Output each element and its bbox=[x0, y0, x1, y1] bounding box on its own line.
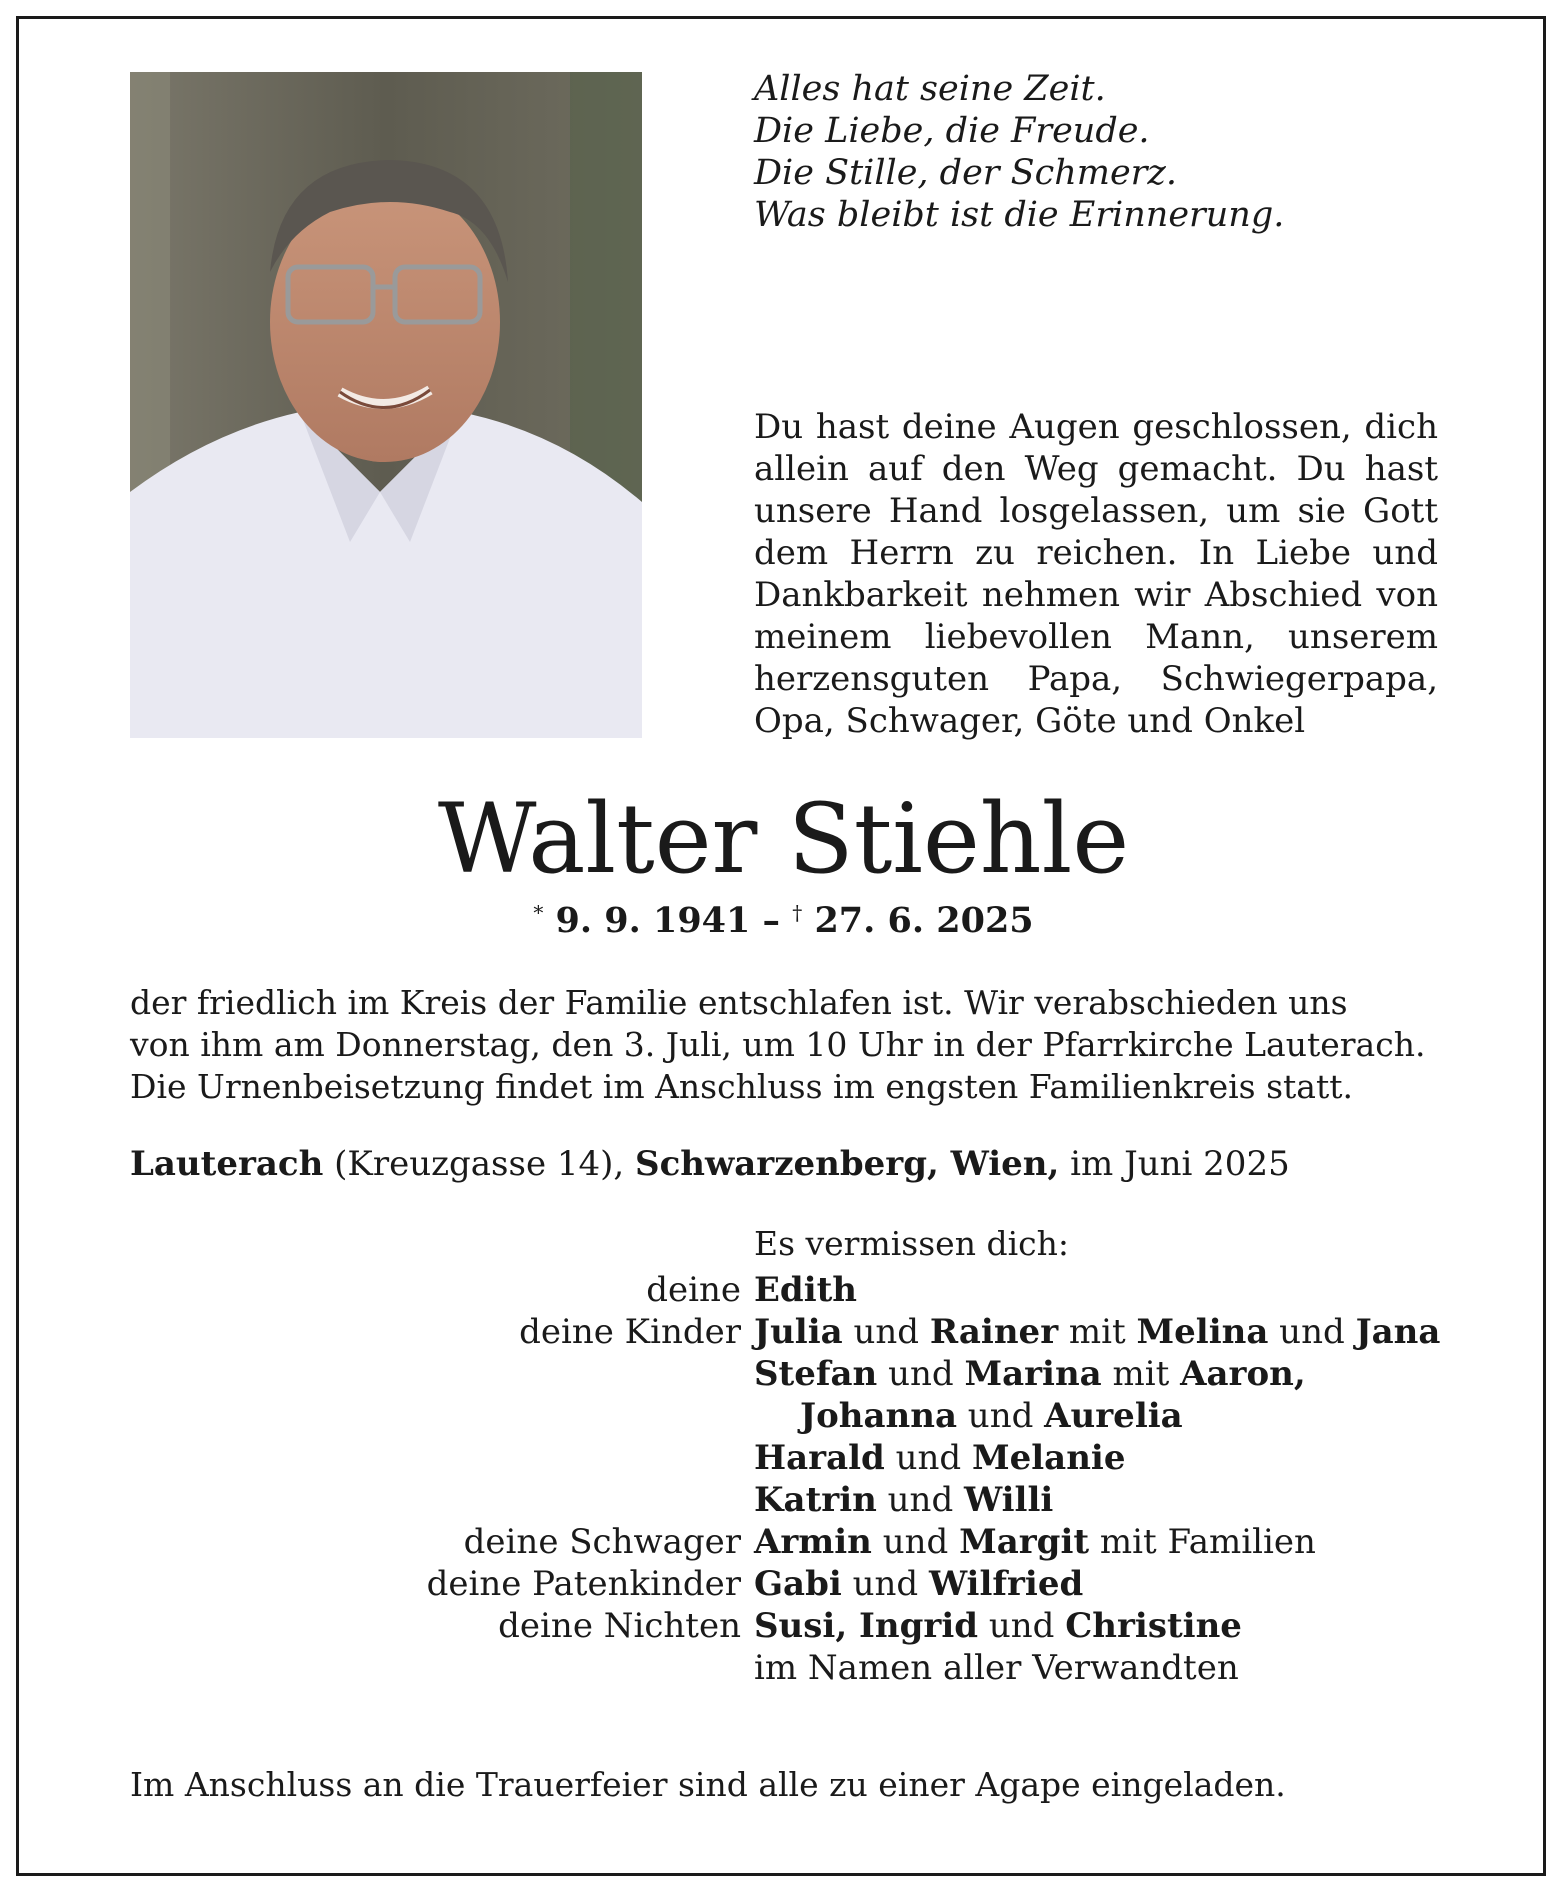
poem-line: Was bleibt ist die Erinnerung. bbox=[754, 195, 1285, 235]
mourner-row bbox=[0, 1606, 1567, 1648]
mourner-connector: und bbox=[877, 1354, 965, 1394]
mourner-names bbox=[754, 1648, 1239, 1688]
closing-note: Im Anschluss an die Trauerfeier sind alle zu einer Agape eingeladen. bbox=[130, 1765, 1286, 1804]
mourner-connector: und bbox=[956, 1396, 1045, 1436]
death-date: 27. 6. 2025 bbox=[814, 900, 1034, 941]
deceased-name: Walter Stiehle bbox=[437, 783, 1130, 895]
birth-symbol: * bbox=[533, 900, 544, 925]
mourner-name: Melanie bbox=[971, 1438, 1126, 1478]
portrait-photo bbox=[130, 72, 642, 738]
mourner-row bbox=[0, 1564, 1567, 1606]
mourner-connector: mit bbox=[1058, 1312, 1137, 1352]
mourner-name: Jana bbox=[1355, 1312, 1441, 1352]
mourner-names bbox=[754, 1312, 1440, 1352]
mourner-names bbox=[754, 1480, 1053, 1520]
mourner-row bbox=[0, 1438, 1567, 1480]
mourner-name: Edith bbox=[754, 1270, 858, 1310]
place-date: im Juni 2025 bbox=[1059, 1144, 1290, 1184]
mourner-relation: deine Kinder bbox=[519, 1312, 741, 1352]
mourner-names bbox=[754, 1438, 1125, 1478]
mourner-row bbox=[0, 1648, 1567, 1690]
mourner-connector: und bbox=[876, 1480, 965, 1520]
mourner-connector: und bbox=[842, 1312, 930, 1352]
portrait-illustration bbox=[130, 72, 642, 738]
mourner-names bbox=[800, 1396, 1183, 1436]
mourner-row bbox=[0, 1312, 1567, 1354]
mourner-name: Gabi bbox=[754, 1564, 842, 1604]
place-line bbox=[130, 1144, 1438, 1184]
mourner-name: Susi, Ingrid bbox=[754, 1606, 979, 1646]
mourner-name: Aaron, bbox=[1180, 1354, 1306, 1394]
mourner-connector: mit Familien bbox=[1089, 1522, 1316, 1562]
poem-line: Die Liebe, die Freude. bbox=[754, 111, 1150, 151]
mourner-name: Julia bbox=[754, 1312, 843, 1352]
mourner-name: Stefan bbox=[754, 1354, 878, 1394]
mourners-heading: Es vermissen dich: bbox=[754, 1224, 1069, 1263]
birth-date: 9. 9. 1941 bbox=[555, 900, 751, 941]
mourner-name: Rainer bbox=[929, 1312, 1059, 1352]
place-town: Lauterach bbox=[130, 1144, 324, 1184]
mourner-name: Christine bbox=[1065, 1606, 1242, 1646]
place-address: (Kreuzgasse 14), bbox=[323, 1144, 636, 1184]
date-dash: – bbox=[750, 900, 793, 941]
mourner-name: Melina bbox=[1136, 1312, 1269, 1352]
mourner-name: Margit bbox=[959, 1522, 1090, 1562]
mourner-name: Aurelia bbox=[1044, 1396, 1183, 1436]
mourner-row bbox=[0, 1480, 1567, 1522]
mourner-name: Armin bbox=[754, 1522, 872, 1562]
death-symbol: † bbox=[792, 900, 803, 925]
mourner-names bbox=[754, 1564, 1083, 1604]
funeral-line: von ihm am Donnerstag, den 3. Juli, um 10 Uhr in der Pfarrkirche Lauterach. bbox=[130, 1025, 1426, 1064]
poem bbox=[754, 68, 1454, 236]
mourner-row bbox=[0, 1396, 1567, 1438]
mourner-connector: und bbox=[884, 1438, 972, 1478]
mourner-name: Johanna bbox=[800, 1396, 957, 1436]
mourner-relation: deine Patenkinder bbox=[426, 1564, 741, 1604]
mourner-relation: deine Nichten bbox=[498, 1606, 741, 1646]
mourner-connector: mit bbox=[1101, 1354, 1181, 1394]
mourner-connector: und bbox=[1268, 1312, 1356, 1352]
mourner-connector: und bbox=[978, 1606, 1066, 1646]
poem-line: Die Stille, der Schmerz. bbox=[754, 153, 1177, 193]
funeral-details bbox=[130, 982, 1438, 1108]
mourner-names bbox=[754, 1522, 1316, 1562]
mourner-name: Willi bbox=[964, 1480, 1054, 1520]
mourner-connector: und bbox=[871, 1522, 960, 1562]
mourner-name: Katrin bbox=[754, 1480, 877, 1520]
funeral-line: Die Urnenbeisetzung findet im Anschluss im engsten Familienkreis statt. bbox=[130, 1067, 1353, 1106]
mourner-connector: und bbox=[841, 1564, 929, 1604]
intro-paragraph: Du hast deine Augen geschlossen, dich allein auf den Weg gemacht. Du hast unsere Hand losgelassen, um sie Gott dem Herrn zu reichen. In Liebe und Dankbarkeit nehmen wir Abschied von meinem liebevollen Mann, unserem herzensguten Papa, Schwiegerpapa, Opa, Schwager, Göte und Onkel bbox=[754, 407, 1438, 741]
mourner-relation: deine Schwager bbox=[463, 1522, 741, 1562]
mourner-name: Marina bbox=[964, 1354, 1102, 1394]
mourner-connector: im Namen aller Verwandten bbox=[754, 1648, 1239, 1688]
mourner-names bbox=[754, 1354, 1306, 1394]
mourner-row bbox=[0, 1354, 1567, 1396]
mourner-row bbox=[0, 1270, 1567, 1312]
place-others: Schwarzenberg, Wien, bbox=[635, 1144, 1060, 1184]
mourner-row bbox=[0, 1522, 1567, 1564]
poem-line: Alles hat seine Zeit. bbox=[754, 69, 1106, 109]
mourner-relation: deine bbox=[646, 1270, 741, 1310]
funeral-line: der friedlich im Kreis der Familie entschlafen ist. Wir verabschieden uns bbox=[130, 983, 1348, 1022]
mourner-names bbox=[754, 1606, 1242, 1646]
mourner-name: Harald bbox=[754, 1438, 885, 1478]
life-dates bbox=[0, 900, 1567, 941]
mourner-names bbox=[754, 1270, 857, 1310]
mourner-name: Wilfried bbox=[928, 1564, 1084, 1604]
